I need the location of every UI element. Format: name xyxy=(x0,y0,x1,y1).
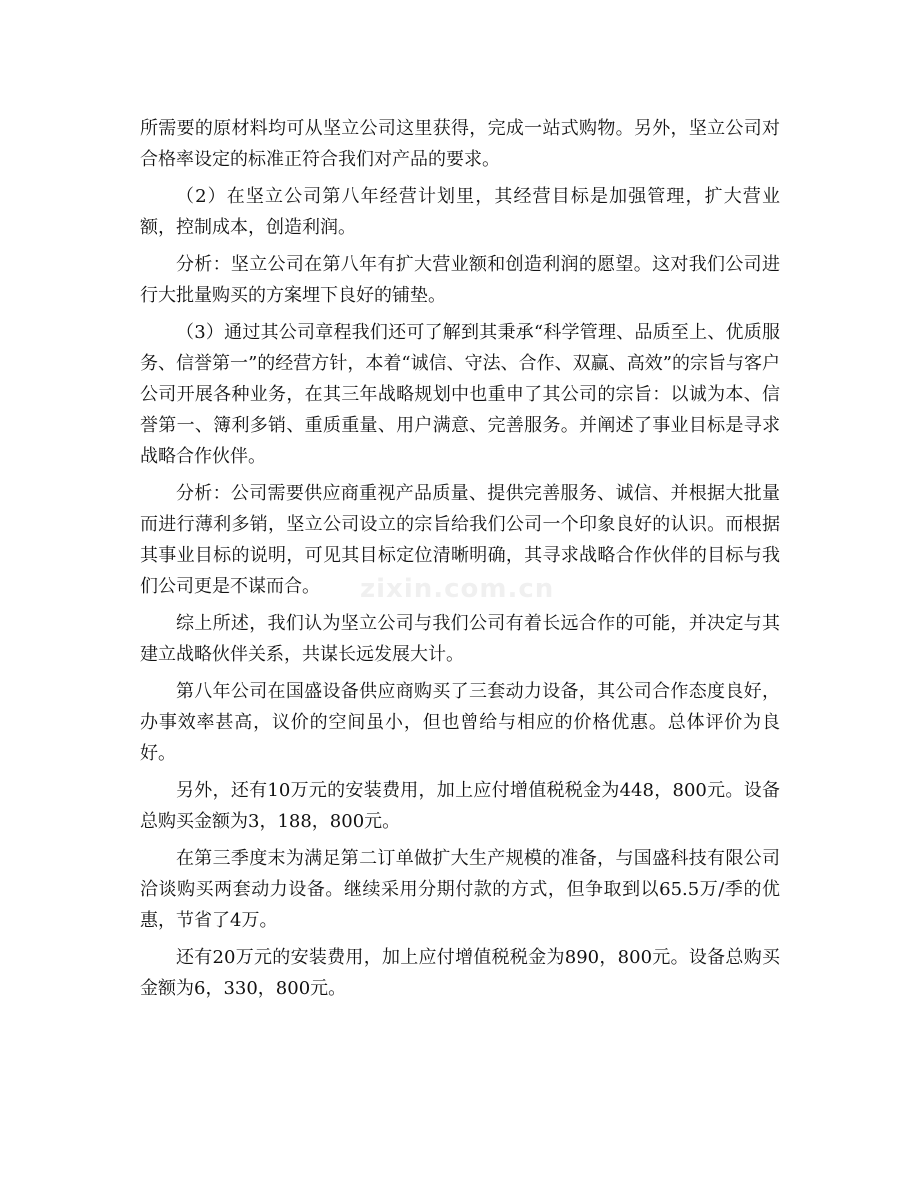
paragraph-company-charter: （3）通过其公司章程我们还可了解到其秉承“科学管理、品质至上、优质服务、信誉第一”的经营方针，本着“诚信、守法、合作、双赢、高效”的宗旨与客户公司开展各种业务，在其三年战略规划中也重申了其公司的宗旨：以诚为本、信誉第一、簿利多销、重质重量、用户满意、完善服务。并阐述了事业目标是寻求战略合作伙伴。 xyxy=(140,322,780,467)
watermark: zixin.com.cn xyxy=(360,574,555,604)
paragraph-installation-cost-1: 另外，还有10万元的安装费用，加上应付增值税税金为448，800元。设备总购买金额为3，188，800元。 xyxy=(140,780,780,832)
document-body xyxy=(140,113,780,1010)
paragraph-business-plan: （2）在坚立公司第八年经营计划里，其经营目标是加强管理，扩大营业额，控制成本，创造利润。 xyxy=(140,186,780,238)
paragraph-equipment-purchase: 第八年公司在国盛设备供应商购买了三套动力设备，其公司合作态度良好，办事效率甚高，议价的空间虽小，但也曾给与相应的价格优惠。总体评价为良好。 xyxy=(140,681,780,764)
paragraph-supplier-one-stop: 所需要的原材料均可从坚立公司这里获得，完成一站式购物。另外，坚立公司对合格率设定的标准正符合我们对产品的要求。 xyxy=(140,118,780,170)
paragraph-analysis-growth: 分析：坚立公司在第八年有扩大营业额和创造利润的愿望。这对我们公司进行大批量购买的方案埋下良好的铺垫。 xyxy=(140,254,780,306)
paragraph-installation-cost-2: 还有20万元的安装费用，加上应付增值税税金为890，800元。设备总购买金额为6，330，800元。 xyxy=(140,947,780,999)
paragraph-analysis-charter: 分析：公司需要供应商重视产品质量、提供完善服务、诚信、并根据大批量而进行薄利多销，坚立公司设立的宗旨给我们公司一个印象良好的认识。而根据其事业目标的说明，可见其目标定位清晰明确，其寻求战略合作伙伴的目标与我们公司更是不谋而合。 xyxy=(140,483,780,597)
paragraph-q3-expansion: 在第三季度末为满足第二订单做扩大生产规模的准备，与国盛科技有限公司洽谈购买两套动力设备。继续采用分期付款的方式，但争取到以65.5万/季的优惠，节省了4万。 xyxy=(140,848,780,931)
paragraph-conclusion: 综上所述，我们认为坚立公司与我们公司有着长远合作的可能，并决定与其建立战略伙伴关系，共谋长远发展大计。 xyxy=(140,613,780,665)
